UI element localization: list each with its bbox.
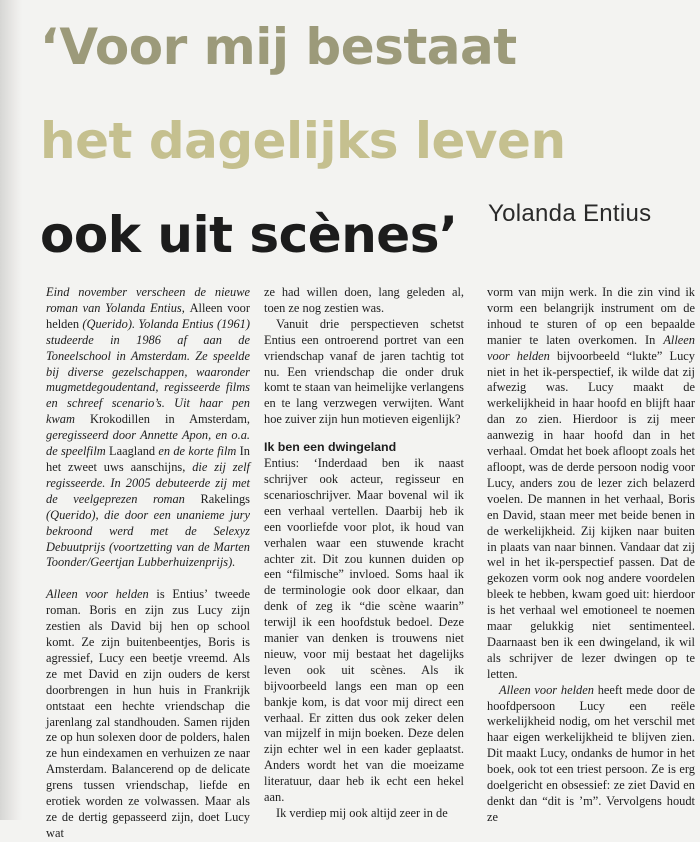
column-1 bbox=[46, 285, 250, 842]
body-paragraph: Vanuit drie perspectieven schetst Entius een ontroerend portret van een vriendschap vanaf de jaren tachtig tot nu. Een vriendschap die onder druk komt te staan van heimelijke verlangens en te lang verzwegen verwijten. Want hoe zuiver zijn hun motieven eigenlijk? bbox=[264, 316, 464, 427]
body-paragraph: vorm van mijn werk. In die zin vind ik vorm een belangrijk instrument om de inhoud te sturen of op een bepaalde manier te laten overkomen. In Alleen voor helden bijvoorbeeld “lukte” Lucy niet in het ik-perspectief, ik wilde dat zij afwezig was. Lucy maakt de werkelijkheid in haar hoofd en blijft haar dan zo zien. Hierdoor is zij meer aanwezig in haar hoofd dan in het verhaal. Omdat het boek afloopt zoals het afloopt, was de derde persoon nodig voor Lucy, anders zou de lezer zich belazerd voelen. De mannen in het verhaal, Boris en David, staan meer met beide benen in de werkelijkheid. Zij kijken naar buiten in plaats van naar binnen. Vandaar dat zij wel in het ik-perspectief passen. Dat de gekozen vorm ook nog andere voordelen bleek te hebben, kwam goed uit: hierdoor is het verhaal wel emotioneel te noemen maar gelukkig niet sentimenteel. Daarnaast ben ik een dwingeland, ik wil als schrijver de lezer dwingen op te letten. bbox=[487, 285, 695, 681]
body-paragraph: ze had willen doen, lang geleden al, toen ze nog zestien was. bbox=[264, 285, 464, 315]
article-headline bbox=[40, 0, 680, 282]
body-paragraph: Ik verdiep mij ook altijd zeer in de bbox=[276, 806, 448, 820]
section-heading: Ik ben een dwingeland bbox=[264, 440, 397, 455]
body-paragraph: Alleen voor helden heeft mede door de hoofdpersoon Lucy een reële werkelijkheid nodig, om het verschil met haar eigen werkelijkheid te blijven zien. Dit maakt Lucy, ondanks de humor in het boek, ook tot een triest persoon. Ze is erg doelgericht en obsessief: ze ziet David en denkt dan “dit is ’m”. Vervolgens houdt ze bbox=[487, 682, 695, 824]
headline-line-2: het dagelijks leven bbox=[40, 112, 566, 170]
body-paragraph: Alleen voor helden is Entius’ tweede roman. Boris en zijn zus Lucy zijn zestien als David bij hen op school komt. Ze zijn buitenbeentjes, Boris is agressief, Lucy een beetje vreemd. Als ze met David en zijn ouders de kerst doorbrengen in hun huis in Frankrijk ontstaat een hechte vriendschap die jarenlang zal standhouden. Samen rijden ze op hun solexen door de polders, halen ze hun eindexamen en verhuizen ze naar Amsterdam. Balancerend op de delicate grens tussen vriendschap, liefde en erotiek worden ze volwassen. Maar als ze de dertig gepasseerd zijn, doet Lucy wat bbox=[46, 587, 250, 840]
column-3 bbox=[487, 285, 695, 826]
headline-line-3: ook uit scènes’ bbox=[40, 206, 458, 264]
intro-paragraph: Eind november verscheen de nieuwe roman van Yolanda Entius, Alleen voor helden (Querido). Yolanda Entius (1961) studeerde in 1986 af aan de Toneelschool in Amsterdam. Ze speelde bij diverse gezelschappen, waaronder mugmetdegoudentand, regisseerde films en schreef scenario’s. Uit haar pen kwam Krokodillen in Amsterdam, geregisseerd door Annette Apon, en o.a. de speelfilm Laagland en de korte film In het zweet uws aanschijns, die zij zelf regisseerde. In 2005 debuteerde zij met de veelgeprezen roman Rakelings (Querido), die door een unanieme jury bekroond werd met de Selexyz Debuutprijs (voortzetting van de Marten Toonder/Geertjan Lubberhuizenprijs). bbox=[46, 285, 251, 570]
page-gutter-shadow bbox=[0, 0, 22, 820]
body-paragraph: Entius: ‘Inderdaad ben ik naast schrijver ook acteur, regisseur en scenarioschrijver. Maar bovenal wil ik een verhaal vertellen. Daarbij heb ik een voorliefde voor plot, ik houd van verhalen waar een stuwende kracht achter zit. Dit zou kunnen duiden op een “filmische” invloed. Soms haal ik de terminologie ook door elkaar, dan denk of zeg ik “die scène waarin” terwijl ik een hoofdstuk bedoel. Deze manier van denken is trouwens niet nieuw, voor mij bestaat het dagelijks leven ook uit scènes. Als ik bijvoorbeeld langs een man op een bankje kom, is dat voor mij direct een verhaal. Er zitten dus ook zeker delen van mijzelf in mijn boeken. Deze delen zijn echter wel in een kader geplaatst. Anders wordt het van die moeizame literatuur, daar heb ik echt een hekel aan. bbox=[264, 456, 464, 805]
column-2 bbox=[264, 285, 464, 822]
author-name: Yolanda Entius bbox=[488, 200, 652, 227]
headline-line-1: ‘Voor mij bestaat bbox=[40, 18, 517, 76]
